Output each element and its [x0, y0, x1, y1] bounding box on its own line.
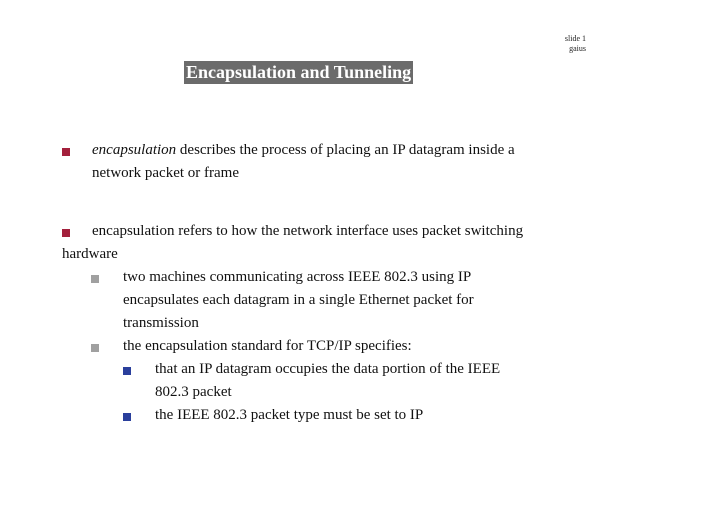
slide-header — [565, 34, 586, 54]
title-container — [184, 61, 413, 84]
bullet-text-line: network packet or frame — [92, 165, 240, 181]
square-bullet-icon — [62, 148, 70, 156]
square-bullet-icon — [91, 344, 99, 352]
bullet-text-line: the IEEE 802.3 packet type must be set to IP — [155, 407, 424, 423]
sub-bullet-item-standard — [62, 335, 602, 358]
sub-sub-bullet-item-packet-type — [62, 404, 602, 427]
bullet-text-line: describes the process of placing an IP datagram inside a — [176, 142, 515, 158]
bullet-text-line: 802.3 packet — [155, 384, 232, 400]
slide-title: Encapsulation and Tunneling — [186, 62, 412, 82]
bullet-text-line: encapsulates each datagram in a single Ethernet packet for — [123, 292, 474, 308]
slide-author: gaius — [569, 44, 586, 53]
term-encapsulation: encapsulation — [92, 142, 177, 158]
bullet-text-line: hardware — [62, 246, 118, 262]
bullet-item-encapsulation-definition — [62, 139, 602, 185]
slide-content — [62, 139, 602, 427]
square-bullet-icon — [123, 413, 131, 421]
sub-sub-bullet-item-data-portion — [62, 358, 602, 404]
square-bullet-icon — [62, 229, 70, 237]
sub-bullet-item-ethernet — [62, 266, 602, 335]
bullet-text-line: the encapsulation standard for TCP/IP specifies: — [123, 338, 412, 354]
bullet-text-line: two machines communicating across IEEE 802.3 using IP — [123, 269, 472, 285]
spacer — [62, 185, 602, 220]
square-bullet-icon — [91, 275, 99, 283]
bullet-text-line: that an IP datagram occupies the data portion of the IEEE — [155, 361, 501, 377]
bullet-item-encapsulation-hardware — [62, 220, 602, 266]
square-bullet-icon — [123, 367, 131, 375]
bullet-text-line: transmission — [123, 315, 199, 331]
slide-number: slide 1 — [564, 34, 586, 43]
bullet-text-line: encapsulation refers to how the network interface uses packet switching — [92, 223, 524, 239]
